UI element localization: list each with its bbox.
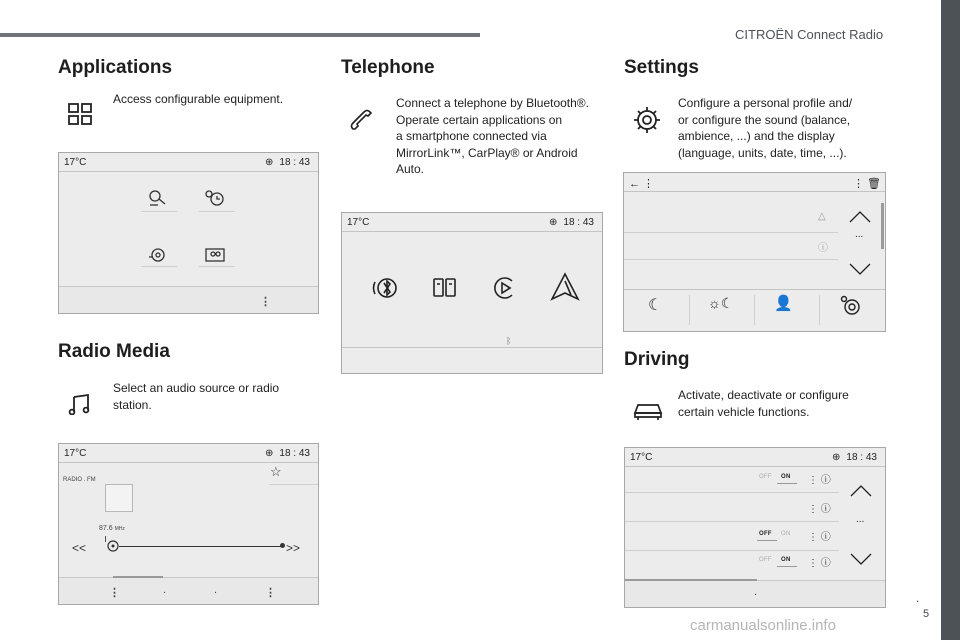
clock-target-icon: ⊕	[265, 157, 274, 168]
more-options-icon[interactable]: ⋮	[260, 296, 271, 308]
status-temp: 17°C	[64, 157, 87, 168]
scroll-up-icon[interactable]	[848, 210, 872, 224]
status-time: ⊕ 18 : 43	[265, 157, 310, 168]
settings-gear-icon	[632, 105, 662, 135]
page-number: 5	[923, 608, 930, 620]
radio-screen	[58, 443, 319, 605]
active-tab-indicator	[113, 576, 163, 578]
telephone-screen	[341, 212, 603, 374]
row-1-menu-icon[interactable]: ⋮ ⓘ	[808, 475, 831, 486]
scroll-down-icon[interactable]	[848, 262, 872, 276]
day-night-icon[interactable]: ☼☾	[708, 295, 734, 311]
driving-screen	[624, 447, 886, 608]
clock-target-icon: ⊕	[265, 448, 274, 459]
contacts-icon[interactable]	[204, 247, 226, 263]
header-title: CITROËN Connect Radio	[735, 27, 884, 42]
phone-handset-icon	[349, 107, 375, 131]
clock-settings-icon[interactable]	[204, 188, 226, 208]
footer-dot[interactable]: .	[754, 586, 758, 598]
toggle-4-on[interactable]: ON	[781, 557, 791, 563]
carplay-icon[interactable]	[490, 273, 520, 303]
slider-end	[280, 543, 285, 548]
night-mode-icon[interactable]: ☾	[648, 297, 663, 314]
clock-target-icon: ⊕	[549, 217, 558, 228]
radio-footer	[59, 577, 318, 604]
driving-footer	[625, 580, 885, 607]
status-time: ⊕ 18 : 43	[549, 217, 594, 228]
active-tab-indicator	[625, 579, 757, 581]
radio-media-title: Radio Media	[58, 341, 170, 362]
back-arrow-icon[interactable]: ← ⋮	[629, 178, 655, 190]
station-logo	[105, 484, 133, 512]
toggle-3-on[interactable]: ON	[781, 531, 791, 537]
frequency-marker	[105, 536, 106, 542]
side-tab	[941, 0, 960, 640]
seek-forward-icon[interactable]: >>	[286, 541, 301, 555]
driving-title: Driving	[624, 349, 690, 370]
favorite-star-icon[interactable]: ☆	[270, 464, 282, 479]
page-ellipsis: ...	[855, 229, 864, 240]
applications-grid-icon	[67, 103, 93, 125]
toggle-1-on[interactable]: ON	[781, 474, 791, 480]
status-temp: 17°C	[630, 452, 653, 463]
applications-title: Applications	[58, 57, 173, 78]
driving-desc: Activate, deactivate or configure certain vehicle functions.	[678, 388, 849, 419]
profile-icon[interactable]: 👤	[774, 295, 793, 312]
footer-dot-1[interactable]: .	[163, 584, 167, 596]
row-4-menu-icon[interactable]: ⋮ ⓘ	[808, 558, 831, 569]
warning-icon: △	[818, 211, 826, 222]
toggle-1-off[interactable]: OFF	[759, 474, 772, 480]
status-time: ⊕ 18 : 43	[265, 448, 310, 459]
settings-title: Settings	[624, 57, 699, 78]
row-3-menu-icon[interactable]: ⋮ ⓘ	[808, 532, 831, 543]
bluetooth-status-icon: ᛒ	[506, 336, 512, 346]
radio-band: RADIO . FM	[63, 477, 96, 483]
more-options-icon[interactable]: ⋮	[265, 587, 276, 599]
applications-desc: Access configurable equipment.	[113, 92, 284, 106]
connected-apps-icon[interactable]	[147, 188, 169, 208]
music-note-icon	[68, 393, 92, 415]
telephone-title: Telephone	[341, 57, 435, 78]
settings-screen	[623, 172, 886, 332]
applications-footer	[59, 286, 318, 313]
toggle-3-off[interactable]: OFF	[759, 531, 772, 537]
gear-settings-icon[interactable]	[839, 294, 863, 318]
settings-app-icon[interactable]	[147, 245, 169, 265]
row-2-menu-icon[interactable]: ⋮ ⓘ	[808, 504, 831, 515]
watermark: carmanualsonline.info	[690, 617, 836, 634]
delete-menu-icon[interactable]: ⋮ 🗑	[853, 178, 882, 190]
status-time: ⊕ 18 : 43	[832, 452, 877, 463]
clock-target-icon: ⊕	[832, 452, 841, 463]
tuner-knob-icon[interactable]	[107, 540, 119, 552]
seek-back-icon[interactable]: <<	[72, 541, 87, 555]
bluetooth-icon[interactable]	[372, 273, 402, 303]
car-icon	[632, 399, 664, 421]
android-auto-icon[interactable]	[549, 271, 581, 303]
frequency-readout: 87.6 MHz	[99, 525, 125, 532]
telephone-desc: Connect a telephone by Bluetooth®. Operate certain applications on a smartphone connected via MirrorLink™, CarPlay® or Android Auto.	[396, 96, 589, 176]
footer-dot-2[interactable]: .	[214, 584, 218, 596]
info-icon: ⓘ	[818, 243, 828, 254]
scroll-down-icon[interactable]	[849, 552, 873, 566]
menu-dots-icon[interactable]: ⋮	[109, 587, 120, 599]
top-rule	[0, 33, 480, 37]
page-marker: .	[916, 591, 920, 605]
mirrorlink-icon[interactable]	[430, 273, 460, 303]
page-ellipsis: ...	[856, 514, 865, 525]
toggle-4-off[interactable]: OFF	[759, 557, 772, 563]
applications-screen	[58, 152, 319, 314]
scroll-up-icon[interactable]	[849, 484, 873, 498]
status-temp: 17°C	[347, 217, 370, 228]
settings-desc: Configure a personal profile and/ or configure the sound (balance, ambience, ...) and the display (language, units, date, time, ...).	[678, 96, 853, 160]
radio-media-desc: Select an audio source or radio station.	[113, 381, 280, 412]
frequency-slider[interactable]	[119, 546, 281, 547]
scrollbar[interactable]	[881, 203, 884, 249]
status-temp: 17°C	[64, 448, 87, 459]
